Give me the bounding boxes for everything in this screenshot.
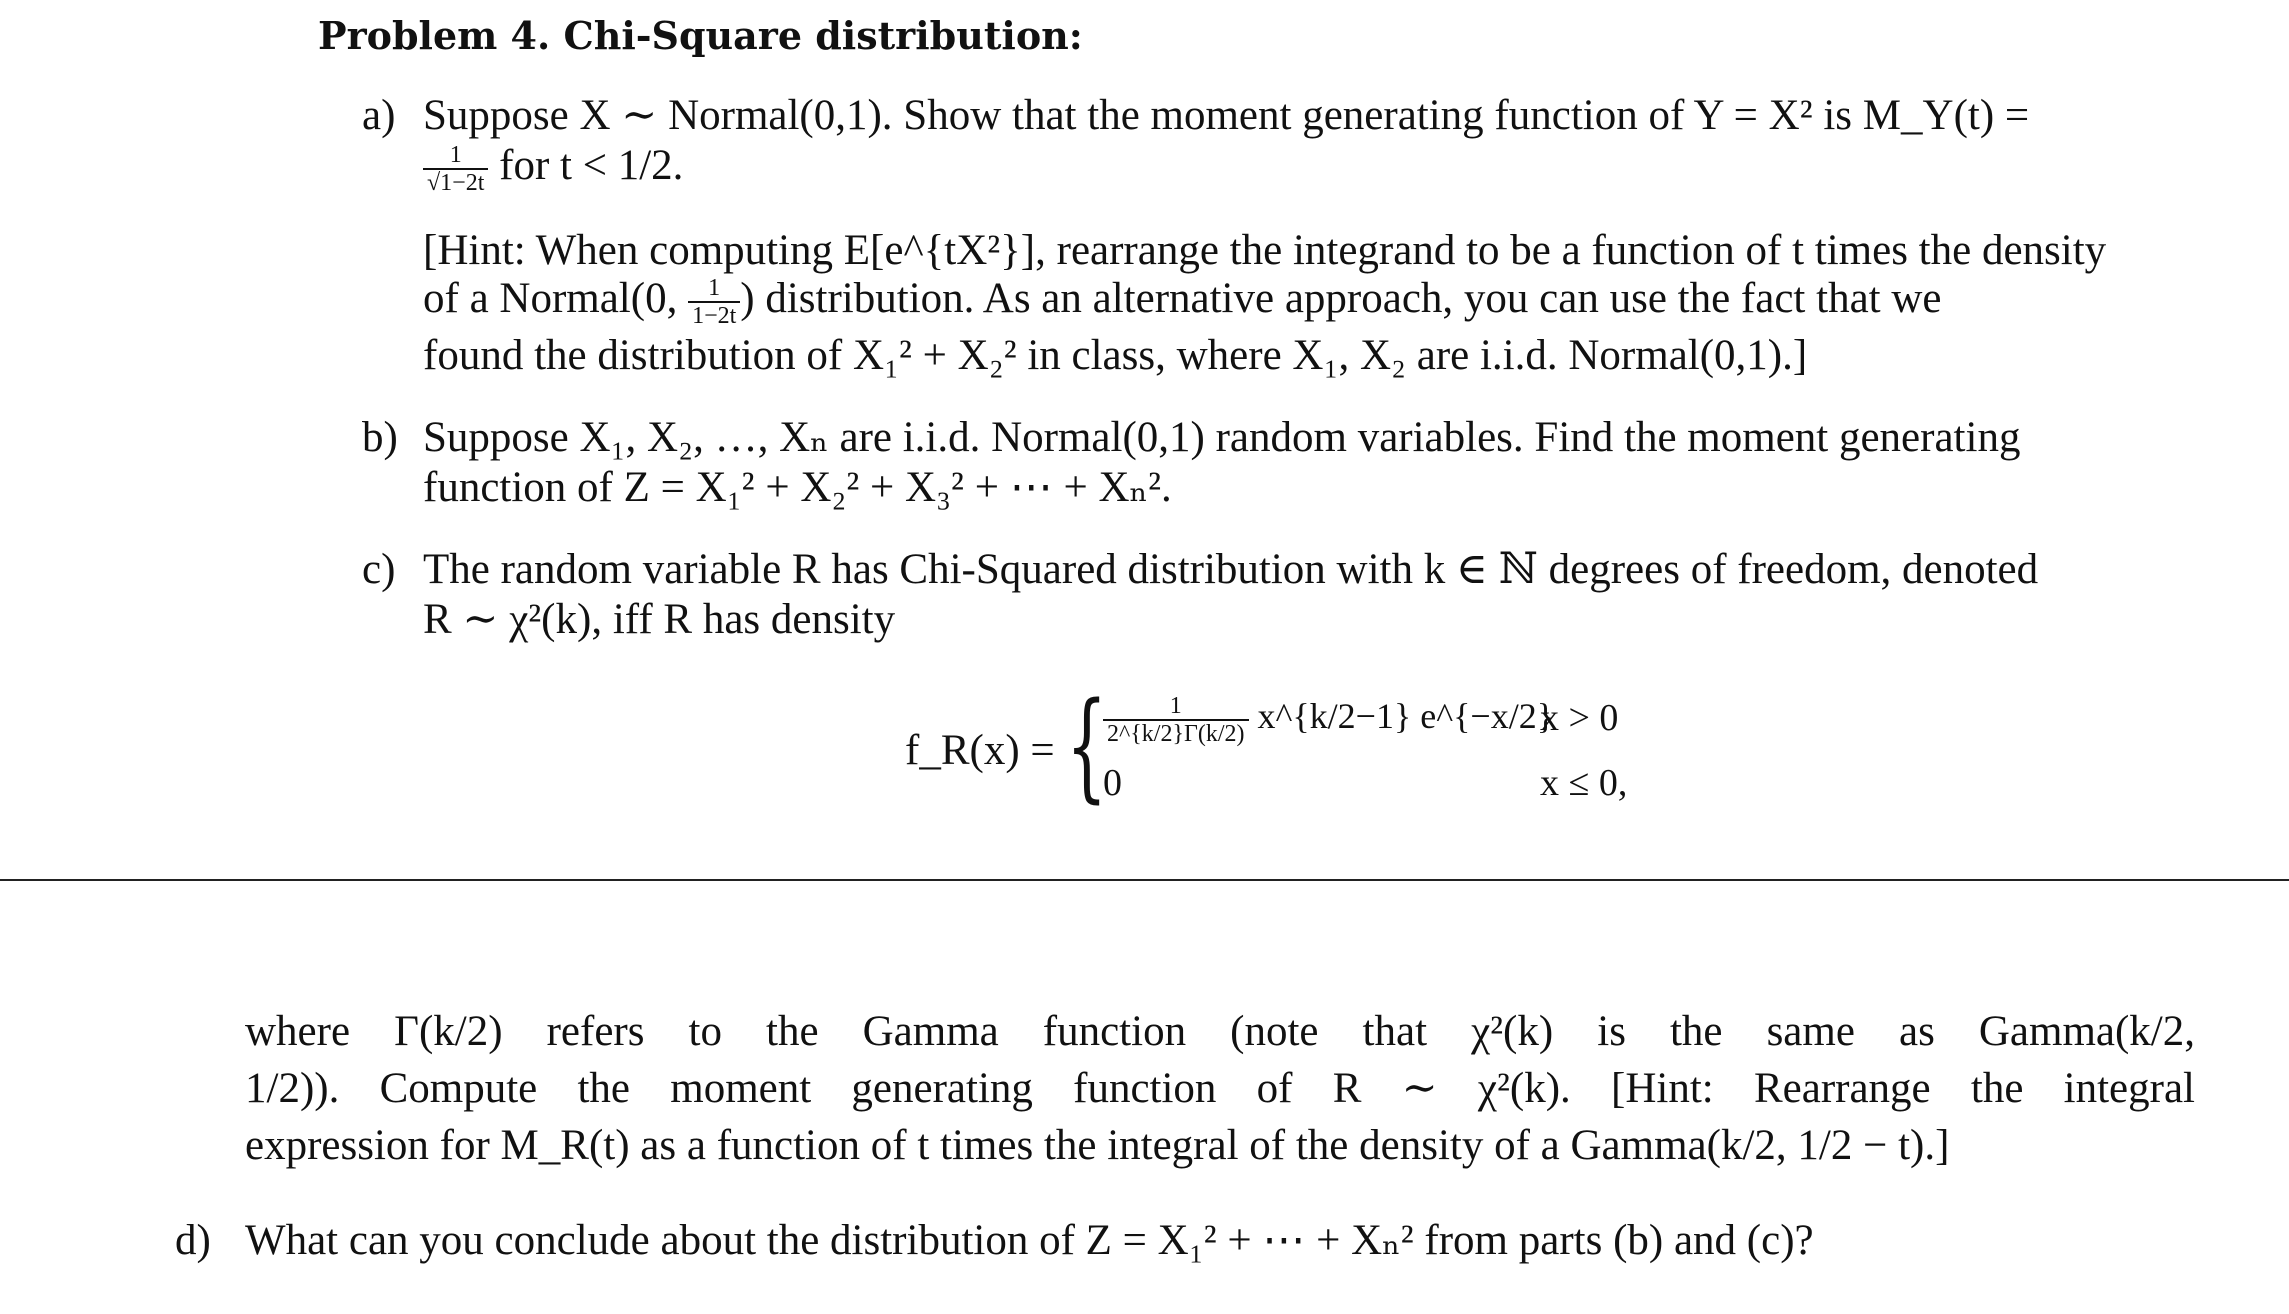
- density-case1-fraction: $\frac{1}{2\^{}\{k/2\}\Gamma(k/2)}$: [1103, 693, 1249, 747]
- density-case1-condition: x > 0: [1540, 697, 1619, 739]
- density-lhs: f_R(x) =: [905, 727, 1055, 774]
- part-a-line2-text: for t < 1/2.: [499, 142, 684, 189]
- part-c-label: c): [362, 546, 396, 593]
- part-a-line1: Suppose X ∼ Normal(0,1). Show that the moment generating function of Y = X² is M_Y(t) =: [423, 92, 2030, 139]
- part-b-line1: Suppose X₁, X₂, …, Xₙ are i.i.d. Normal(0,1) random variables. Find the moment generating: [423, 414, 2021, 461]
- part-b-line2: function of Z = X₁² + X₂² + X₃² + ⋯ + Xₙ².: [423, 464, 1172, 511]
- part-a-fraction: $\frac{1}{√1-2t}$: [423, 142, 488, 196]
- part-c-cont-line3: expression for M_R(t) as a function of t times the integral of the density of a Gamma(k/2, 1/2 − t).]: [245, 1122, 1950, 1169]
- page-divider: [0, 879, 2289, 881]
- part-a-hint-fraction: $\frac{1}{1-2t}$: [688, 275, 740, 329]
- left-brace: {: [1066, 676, 1108, 814]
- density-case1: [1103, 690, 1554, 747]
- part-c-cont-line1: where Γ(k/2) refers to the Gamma function (note that χ²(k) is the same as Gamma(k/2,: [245, 1008, 2195, 1055]
- problem-title: Problem 4. Chi-Square distribution:: [318, 13, 1083, 58]
- part-d-label: d): [175, 1217, 211, 1264]
- part-a-hint-line2: of a Normal(0, $\frac{1}{1-2t}$ ) distribution. As an alternative approach, you can use the fact that we: [423, 275, 1942, 330]
- part-a-hint-line1: [Hint: When computing E[e^{tX²}], rearrange the integrand to be a function of t times the density: [423, 227, 2107, 274]
- part-c-line2: R ∼ χ²(k), iff R has density: [423, 596, 896, 643]
- density-case1-expr: x^{k/2−1} e^{−x/2}: [1257, 696, 1554, 736]
- part-a-line2: [423, 140, 683, 196]
- part-a-label: a): [362, 92, 396, 139]
- density-case2-condition: x ≤ 0,: [1540, 762, 1628, 804]
- part-c-cont-line2: 1/2)). Compute the moment generating function of R ∼ χ²(k). [Hint: Rearrange the integral: [245, 1065, 2195, 1112]
- part-b-label: b): [362, 414, 398, 461]
- part-a-hint-line3: found the distribution of X₁² + X₂² in class, where X₁, X₂ are i.i.d. Normal(0,1).]: [423, 332, 1808, 379]
- density-case2: 0: [1103, 762, 1122, 804]
- part-c-line1: The random variable R has Chi-Squared distribution with k ∈ ℕ degrees of freedom, denoted: [423, 546, 2039, 593]
- part-d-line1: What can you conclude about the distribution of Z = X₁² + ⋯ + Xₙ² from parts (b) and (c)?: [245, 1217, 1814, 1264]
